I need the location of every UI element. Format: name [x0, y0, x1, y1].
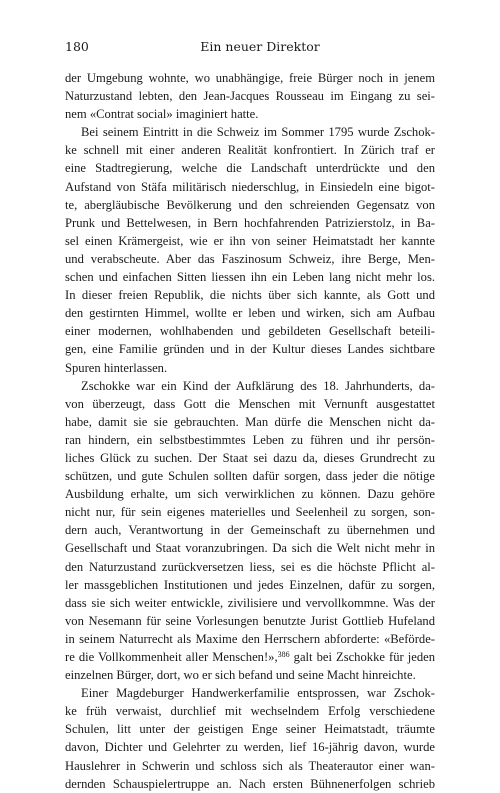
footnote-reference[interactable]: 386	[277, 650, 290, 659]
text-line: in seinem Naturrecht als Maxime den Herrschern abforderte: «Beförde-	[65, 631, 435, 646]
text-line: nicht nur, für sein eigenes materielles und Seelenheil zu sorgen, son-	[65, 505, 435, 520]
text-line: Zschokke war ein Kind der Aufklärung des 18. Jahrhunderts, da-	[81, 378, 435, 393]
paragraph	[65, 377, 435, 685]
text-line: te, abergläubische Bevölkerung und den schreienden Gegensatz von	[65, 197, 435, 212]
text-line: der Umgebung wohnte, wo unabhängige, freie Bürger noch in jenem	[65, 71, 435, 85]
text-line: habe, damit sie sie gebrauchten. Man dürfe die Menschen nicht da-	[65, 414, 435, 429]
text-line: Naturzustand lebten, den Jean-Jacques Rousseau im Eingang zu sei-	[65, 89, 435, 104]
text-line: Spuren hinterlassen.	[65, 360, 168, 375]
text-line: von Nesemann für seine Vorlesungen benutzte Jurist Gottlieb Hufeland	[65, 613, 435, 628]
text-line: schen und einfachen Sitten liessen ihn ein Leben lang nicht mehr los.	[65, 270, 435, 285]
text-line: den gestirnten Himmel, wollte er leben und wirken, sich am Aufbau	[65, 306, 435, 321]
paragraph	[65, 123, 435, 376]
text-line: Aufstand von Stäfa militärisch niederschlug, in Einsiedeln eine bigot-	[65, 179, 435, 194]
text-line: dern auch, Verantwortung in der Gemeinschaft zu übernehmen und	[65, 523, 435, 538]
paragraph	[65, 69, 435, 123]
text-after-footnote: galt bei Zschokke für jeden	[289, 650, 435, 664]
text-line: gen, eine Familie gründen und in der Kultur dieses Landes sichtbare	[65, 342, 435, 357]
text-line: In dieser freien Republik, die nichts über sich kannte, als Gott und	[65, 288, 435, 303]
text-line: ran hindern, ein selbstbestimmtes Leben zu führen und ihr persön-	[65, 432, 435, 447]
text-line: von überzeugt, dass Gott die Menschen mit Vernunft ausgestattet	[65, 396, 435, 411]
text-before-footnote: re die Vollkommenheit aller Menschen!»,	[65, 650, 278, 664]
text-line: schützen, und gute Schulen sollten dafür sorgen, dass jeder die nötige	[65, 469, 435, 484]
text-line: Hauslehrer in Schwerin und schloss sich als Theaterautor einer wan-	[65, 758, 435, 773]
text-line: dass sie sich weiter entwickle, zivilisiere und vervollkommne. Was der	[65, 595, 435, 610]
running-title: Ein neuer Direktor	[200, 39, 320, 54]
footnote-text-line	[65, 648, 435, 666]
text-line: Schulen, litt unter der geistigen Enge seiner Heimatstadt, träumte	[65, 722, 435, 737]
text-line: Einer Magdeburger Handwerkerfamilie entsprossen, war Zschok-	[81, 686, 435, 701]
text-line: ler massgeblichen Institutionen und jedes Einzelnen, dafür zu sorgen,	[65, 577, 435, 592]
text-line: ke früh verwaist, durchlief mit wechselndem Erfolg verschiedene	[65, 704, 435, 719]
text-line: nem «Contrat social» imaginiert hatte.	[65, 107, 259, 122]
text-line: und verabscheute. Aber das Faszinosum Schweiz, ihre Berge, Men-	[65, 251, 435, 266]
text-line: eine Stadtregierung, welche die Landschaft unterdrückte und den	[65, 161, 435, 176]
text-line: den Naturzustand zurückversetzen liess, sei es die höchste Pflicht al-	[65, 559, 435, 574]
text-line: ke schnell mit einer anderen Realität konfrontiert. In Zürich traf er	[65, 143, 435, 158]
paragraph	[65, 684, 435, 793]
page-number: 180	[65, 39, 89, 54]
text-line: Ausbildung erhalte, um sich verwirklichen zu können. Dazu gehöre	[65, 487, 435, 502]
text-line: Bei seinem Eintritt in die Schweiz im Sommer 1795 wurde Zschok-	[81, 125, 435, 140]
text-line: sel einen Krämergeist, wie er ihn von seiner Heimatstadt her kannte	[65, 233, 435, 248]
text-line: Gesellschaft und Staat voranzubringen. Da sich die Welt nicht mehr in	[65, 541, 435, 556]
text-line: dernden Schauspielertruppe an. Nach ersten Bühnenerfolgen schrieb	[65, 776, 435, 791]
text-line: einer modernen, wohlhabenden und gebildeten Gesellschaft beteili-	[65, 324, 435, 339]
text-line: Prunk und Bettelwesen, in Bern hochfahrenden Patrizierstolz, in Ba-	[65, 215, 435, 230]
text-line: einzelnen Bürger, dort, wo er sich befand und seine Macht hinreichte.	[65, 668, 416, 683]
text-line: liches Glück zu suchen. Der Staat sei dazu da, dieses Grundrecht zu	[65, 450, 435, 465]
body-text	[65, 69, 435, 793]
text-line: davon, Dichter und Gelehrter zu werden, lief 16-jährig davon, wurde	[65, 740, 435, 755]
